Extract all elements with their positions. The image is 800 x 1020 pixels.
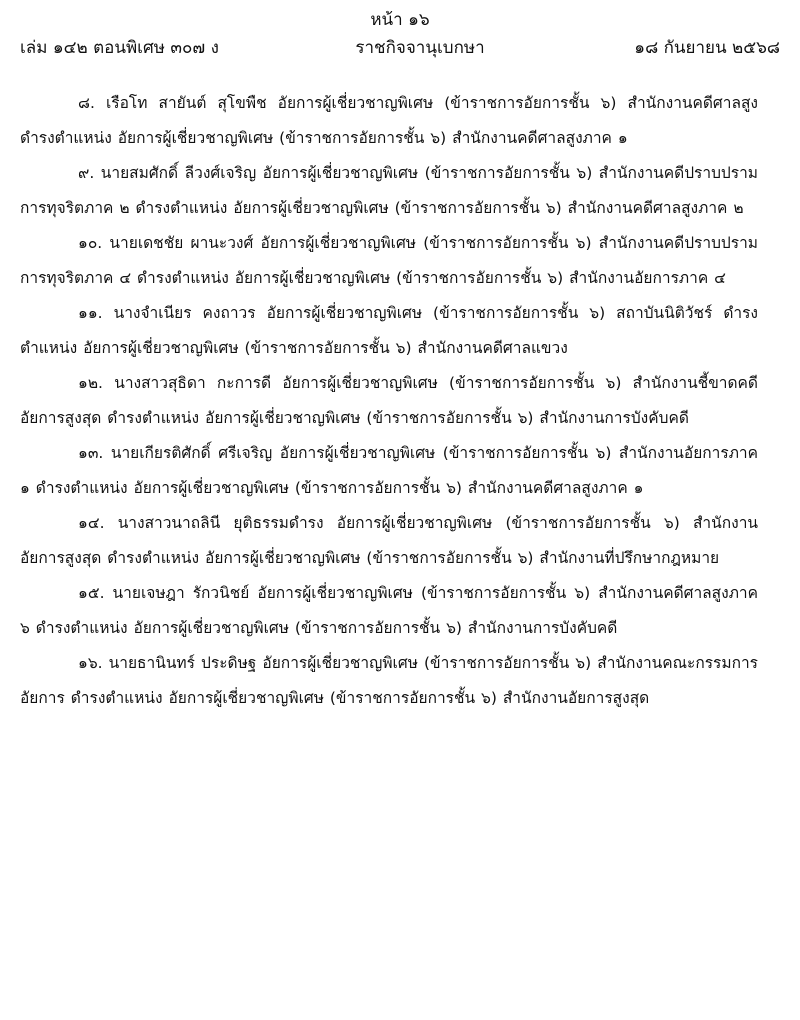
document-body xyxy=(20,86,758,716)
publication-date: ๑๘ กันยายน ๒๕๖๘ xyxy=(634,38,780,58)
appointment-entry: ๑๕. นายเจษฎา รักวนิชย์ อัยการผู้เชี่ยวชาญพิเศษ (ข้าราชการอัยการชั้น ๖) สำนักงานคดีศาลสูงภาค ๖ ดำรงตำแหน่ง อัยการผู้เชี่ยวชาญพิเศษ (ข้าราชการอัยการชั้น ๖) สำนักงานการบังคับคดี xyxy=(20,584,758,637)
appointment-entry: ๑๓. นายเกียรติศักดิ์ ศรีเจริญ อัยการผู้เชี่ยวชาญพิเศษ (ข้าราชการอัยการชั้น ๖) สำนักงานอัยการภาค ๑ ดำรงตำแหน่ง อัยการผู้เชี่ยวชาญพิเศษ (ข้าราชการอัยการชั้น ๖) สำนักงานคดีศาลสูงภาค ๑ xyxy=(20,444,758,497)
appointment-entry: ๑๖. นายธานินทร์ ประดิษฐ อัยการผู้เชี่ยวชาญพิเศษ (ข้าราชการอัยการชั้น ๖) สำนักงานคณะกรรมการอัยการ ดำรงตำแหน่ง อัยการผู้เชี่ยวชาญพิเศษ (ข้าราชการอัยการชั้น ๖) สำนักงานอัยการสูงสุด xyxy=(20,654,758,707)
volume-issue: เล่ม ๑๔๒ ตอนพิเศษ ๓๐๗ ง xyxy=(20,38,219,58)
appointment-entry: ๑๐. นายเดชชัย ผานะวงศ์ อัยการผู้เชี่ยวชาญพิเศษ (ข้าราชการอัยการชั้น ๖) สำนักงานคดีปราบปรามการทุจริตภาค ๔ ดำรงตำแหน่ง อัยการผู้เชี่ยวชาญพิเศษ (ข้าราชการอัยการชั้น ๖) สำนักงานอัยการภาค ๔ xyxy=(20,234,758,287)
page-number: หน้า ๑๖ xyxy=(370,10,430,30)
appointment-entry: ๑๑. นางจำเนียร คงถาวร อัยการผู้เชี่ยวชาญพิเศษ (ข้าราชการอัยการชั้น ๖) สถาบันนิติวัชร์ ดำรงตำแหน่ง อัยการผู้เชี่ยวชาญพิเศษ (ข้าราชการอัยการชั้น ๖) สำนักงานคดีศาลแขวง xyxy=(20,304,758,357)
appointment-entry: ๙. นายสมศักดิ์ ลีวงศ์เจริญ อัยการผู้เชี่ยวชาญพิเศษ (ข้าราชการอัยการชั้น ๖) สำนักงานคดีปราบปรามการทุจริตภาค ๒ ดำรงตำแหน่ง อัยการผู้เชี่ยวชาญพิเศษ (ข้าราชการอัยการชั้น ๖) สำนักงานคดีศาลสูงภาค ๒ xyxy=(20,164,758,217)
appointment-entry: ๑๒. นางสาวสุธิดา กะการดี อัยการผู้เชี่ยวชาญพิเศษ (ข้าราชการอัยการชั้น ๖) สำนักงานชี้ขาดคดีอัยการสูงสุด ดำรงตำแหน่ง อัยการผู้เชี่ยวชาญพิเศษ (ข้าราชการอัยการชั้น ๖) สำนักงานการบังคับคดี xyxy=(20,374,758,427)
appointment-entry: ๘. เรือโท สายันต์ สุโขพืช อัยการผู้เชี่ยวชาญพิเศษ (ข้าราชการอัยการชั้น ๖) สำนักงานคดีศาลสูง ดำรงตำแหน่ง อัยการผู้เชี่ยวชาญพิเศษ (ข้าราชการอัยการชั้น ๖) สำนักงานคดีศาลสูงภาค ๑ xyxy=(20,94,758,147)
gazette-header xyxy=(20,36,780,60)
appointment-entry: ๑๔. นางสาวนาถลินี ยุติธรรมดำรง อัยการผู้เชี่ยวชาญพิเศษ (ข้าราชการอัยการชั้น ๖) สำนักงานอัยการสูงสุด ดำรงตำแหน่ง อัยการผู้เชี่ยวชาญพิเศษ (ข้าราชการอัยการชั้น ๖) สำนักงานที่ปรึกษากฎหมาย xyxy=(20,514,758,567)
gazette-title: ราชกิจจานุเบกษา xyxy=(355,38,485,58)
